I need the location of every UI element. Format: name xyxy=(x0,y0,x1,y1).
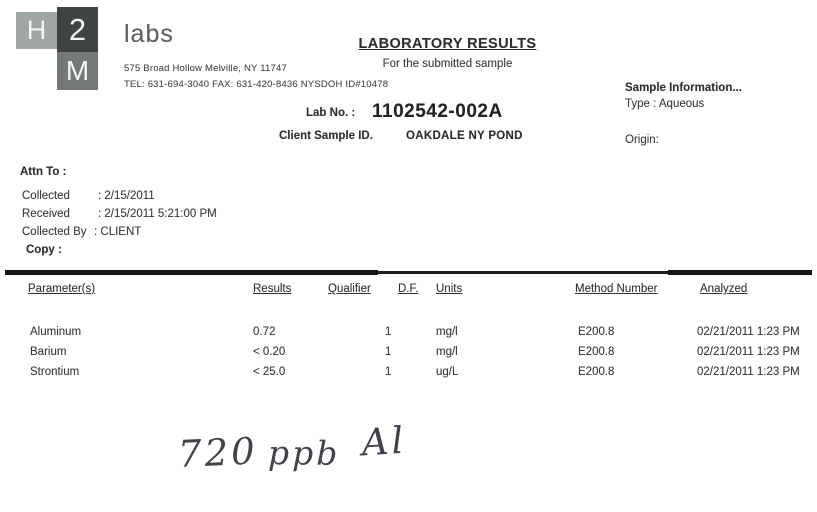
document-subtitle: For the submitted sample xyxy=(382,58,513,70)
cell-results: < 25.0 xyxy=(253,366,286,378)
sample-information-title: Sample Information... xyxy=(625,82,742,94)
cell-units: mg/l xyxy=(436,326,458,338)
col-header-parameter: Parameter(s) xyxy=(28,283,96,295)
logo-block-h xyxy=(16,12,57,49)
cell-method: E200.8 xyxy=(578,346,615,358)
collected-by-row xyxy=(22,226,141,238)
sample-origin-label: Origin: xyxy=(625,134,659,146)
handwritten-note xyxy=(177,418,408,476)
lab-phone-fax: TEL: 631-694-3040 FAX: 631-420-8436 NYSDOH ID#10478 xyxy=(124,79,389,90)
col-header-units: Units xyxy=(436,283,463,295)
collected-value: : 2/15/2011 xyxy=(98,190,155,202)
lab-no-label: Lab No. : xyxy=(306,107,356,119)
cell-results: 0.72 xyxy=(253,326,276,338)
col-header-method: Method Number xyxy=(575,283,658,295)
logo-block-2 xyxy=(57,7,98,52)
handwritten-unit: ppb xyxy=(267,433,341,473)
received-row xyxy=(22,208,217,220)
table-top-rule-right-segment xyxy=(668,270,812,275)
collected-label: Collected xyxy=(22,190,70,202)
cell-units: ug/L xyxy=(436,366,459,378)
cell-method: E200.8 xyxy=(578,366,615,378)
cell-parameter: Barium xyxy=(30,346,67,358)
cell-method: E200.8 xyxy=(578,326,615,338)
logo-block-m xyxy=(57,52,98,90)
cell-df: 1 xyxy=(385,326,392,338)
client-sample-id-value: OAKDALE NY POND xyxy=(406,130,523,142)
lab-address: 575 Broad Hollow Melville, NY 11747 xyxy=(124,63,287,74)
cell-df: 1 xyxy=(385,366,392,378)
col-header-results: Results xyxy=(253,283,292,295)
cell-analyzed: 02/21/2011 1:23 PM xyxy=(697,346,800,358)
cell-units: mg/l xyxy=(436,346,458,358)
cell-results: < 0.20 xyxy=(253,346,286,358)
attn-to-label: Attn To : xyxy=(20,166,67,178)
copy-label: Copy : xyxy=(26,244,62,256)
client-sample-id-label: Client Sample ID. xyxy=(279,130,373,142)
received-value: : 2/15/2011 5:21:00 PM xyxy=(98,208,217,220)
received-label: Received xyxy=(22,208,70,220)
cell-parameter: Aluminum xyxy=(30,326,82,338)
logo-letter-h: H xyxy=(26,15,47,45)
cell-analyzed: 02/21/2011 1:23 PM xyxy=(697,326,800,338)
collected-by-value: : CLIENT xyxy=(94,226,142,238)
collected-row xyxy=(22,190,155,202)
collected-by-label: Collected By xyxy=(22,226,87,238)
sample-type: Type : Aqueous xyxy=(625,98,705,110)
cell-df: 1 xyxy=(385,346,392,358)
table-top-rule-left-segment xyxy=(5,270,378,275)
logo-labs-text: labs xyxy=(124,20,174,48)
cell-analyzed: 02/21/2011 1:23 PM xyxy=(697,366,800,378)
document-title: LABORATORY RESULTS xyxy=(358,36,537,52)
lab-no-value: 1102542-002A xyxy=(372,101,503,122)
handwritten-value: 720 xyxy=(177,429,259,476)
handwritten-analyte: Al xyxy=(360,418,408,465)
col-header-qualifier: Qualifier xyxy=(328,283,371,295)
col-header-analyzed: Analyzed xyxy=(700,283,748,295)
logo-letter-2: 2 xyxy=(68,11,87,47)
logo-letter-m: M xyxy=(65,55,90,86)
cell-parameter: Strontium xyxy=(30,366,80,378)
col-header-df: D.F. xyxy=(398,283,419,295)
